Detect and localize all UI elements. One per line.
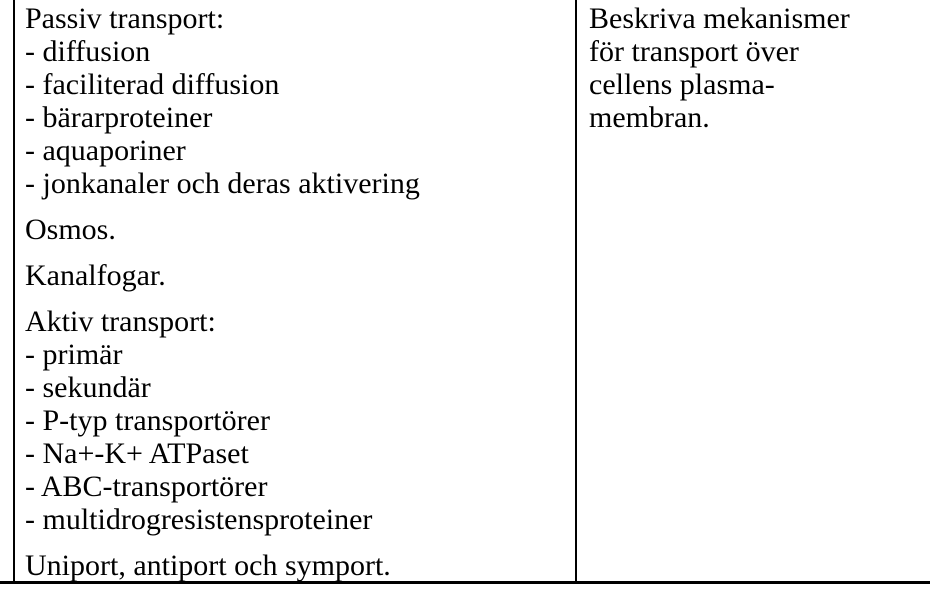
- text-line: membran.: [589, 101, 710, 134]
- text-line: Kanalfogar.: [25, 259, 166, 292]
- text-line: för transport över: [589, 35, 799, 68]
- text-line: - aquaporiner: [25, 134, 186, 167]
- text-line: - jonkanaler och deras aktivering: [25, 167, 420, 200]
- table-left-border: [13, 0, 15, 584]
- text-line: - primär: [25, 338, 123, 371]
- text-line: - P-typ transportörer: [25, 404, 270, 437]
- text-line: - diffusion: [25, 35, 151, 68]
- text-line: - ABC-transportörer: [25, 470, 268, 503]
- table-cell-course-content: [25, 0, 570, 582]
- table-cell-learning-objective: [589, 0, 924, 134]
- text-line: - Na+-K+ ATPaset: [25, 437, 249, 470]
- text-line: - bärarproteiner: [25, 101, 213, 134]
- text-line: Passiv transport:: [25, 2, 225, 35]
- paragraph-uniport: [25, 549, 570, 582]
- text-line: Beskriva mekanismer: [589, 2, 850, 35]
- text-line: - faciliterad diffusion: [25, 68, 280, 101]
- paragraph-kanalfogar: [25, 259, 570, 292]
- text-line: cellens plasma-: [589, 68, 775, 101]
- text-line: Uniport, antiport och symport.: [25, 549, 391, 582]
- text-line: - multidrogresistensproteiner: [25, 503, 373, 536]
- paragraph-aktiv-transport: [25, 305, 570, 536]
- text-line: Osmos.: [25, 213, 116, 246]
- table-column-divider: [575, 0, 577, 584]
- text-line: Aktiv transport:: [25, 305, 216, 338]
- paragraph-passiv-transport: [25, 2, 570, 200]
- paragraph-osmos: [25, 213, 570, 246]
- text-line: - sekundär: [25, 371, 151, 404]
- paragraph-beskriva-mekanismer: [589, 2, 924, 134]
